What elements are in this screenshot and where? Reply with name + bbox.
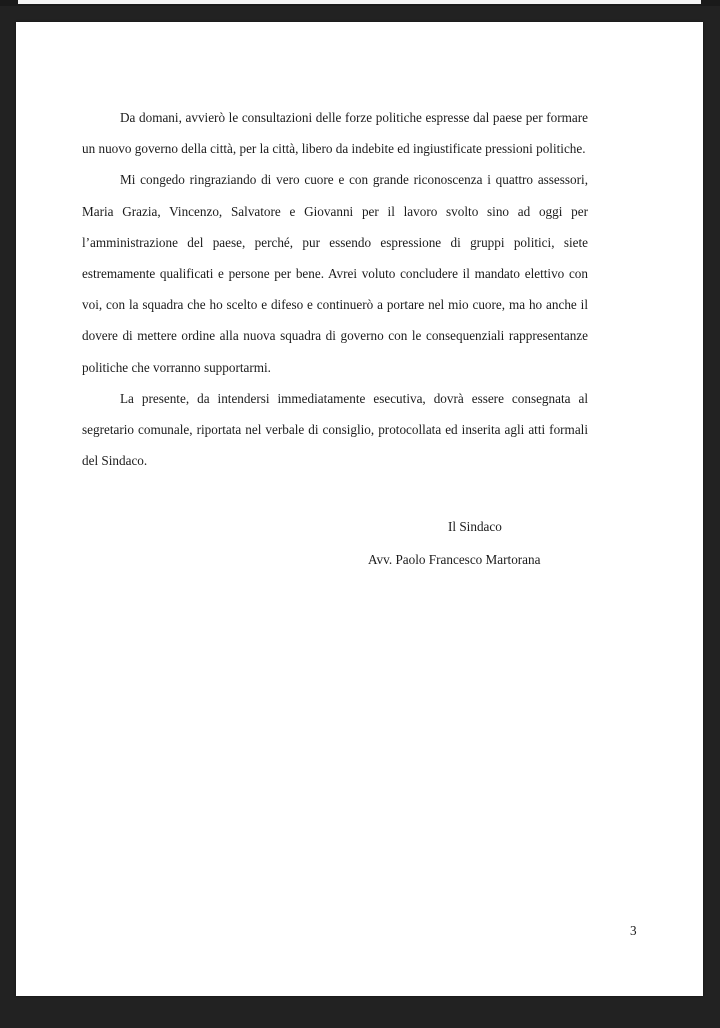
paragraph-consultazioni: Da domani, avvierò le consultazioni delle forze politiche espresse dal paese per formare un nuovo governo della città, per la città, libero da indebite ed ingiustificate pressioni politiche. [82, 110, 588, 157]
paragraph-congedo: Mi congedo ringraziando di vero cuore e con grande riconoscenza i quattro assessori, Maria Grazia, Vincenzo, Salvatore e Giovanni per il lavoro svolto sino ad oggi per l’amministrazione del paese, perché, pur essendo espressione di gruppi politici, siete estremamente qualificati e persone per bene. Avrei voluto concludere il mandato elettivo con voi, con la squadra che ho scelto e difeso e continuerò a portare nel mio cuore, ma ho anche il dovere di mettere ordine alla nuova squadra di governo con le consequenziali rappresentanze politiche che vorranno supportarmi. [82, 172, 588, 375]
document-page [16, 22, 703, 996]
previous-page-edge [18, 0, 701, 4]
body-text [82, 102, 588, 476]
page-number: 3 [630, 923, 637, 938]
paragraph-presente: La presente, da intendersi immediatamente esecutiva, dovrà essere consegnata al segretario comunale, riportata nel verbale di consiglio, protocollata ed inserita agli atti formali del Sindaco. [82, 390, 588, 469]
signature-name: Avv. Paolo Francesco Martorana [368, 552, 541, 567]
viewer-top-strip [0, 0, 720, 6]
signature-title: Il Sindaco [448, 519, 502, 534]
